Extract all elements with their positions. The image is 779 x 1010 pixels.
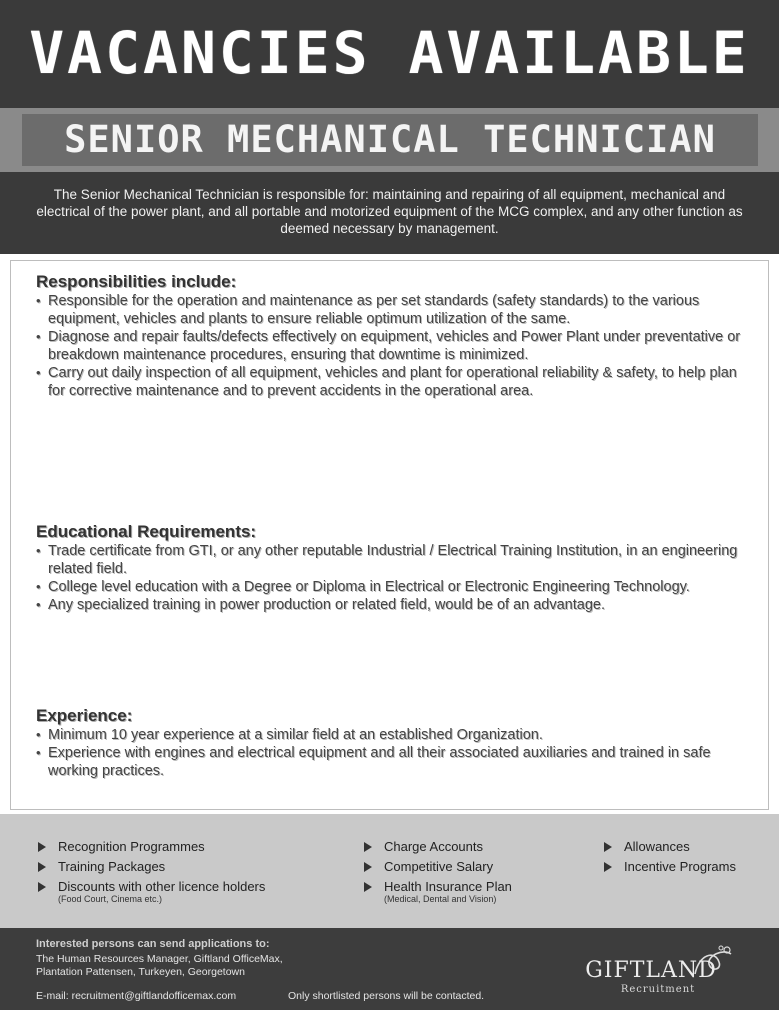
logo-text: GIFTLAND xyxy=(585,958,717,983)
giftland-logo xyxy=(585,944,735,1006)
intro-bar xyxy=(0,172,779,254)
benefit-item: Training Packages xyxy=(38,860,265,874)
bullet-icon: • xyxy=(36,597,41,612)
bullet-icon: • xyxy=(36,365,41,380)
bullet-icon: • xyxy=(36,745,41,760)
shortlist-note: Only shortlisted persons will be contacted. xyxy=(288,990,485,1002)
education-title: Educational Requirements: xyxy=(36,522,257,541)
benefit-note: (Food Court, Cinema etc.) xyxy=(58,894,163,904)
benefits-panel xyxy=(0,814,779,928)
benefits-column-1 xyxy=(38,840,265,911)
benefit-note: (Medical, Dental and Vision) xyxy=(384,894,497,904)
arrow-right-icon xyxy=(364,842,372,852)
address-line: Plantation Pattensen, Turkeyen, Georgetown xyxy=(36,966,245,978)
benefits-column-2 xyxy=(364,840,512,911)
arrow-right-icon xyxy=(38,842,46,852)
benefit-item: Health Insurance Plan (Medical, Dental and Vision) xyxy=(364,880,512,905)
benefit-item: Discounts with other licence holders (Food Court, Cinema etc.) xyxy=(38,880,265,905)
address xyxy=(36,953,283,979)
list-item: • Diagnose and repair faults/defects effectively on equipment, vehicles and Power Plant under preventative or breakdown maintenance procedures, ensuring that downtime is minimized. xyxy=(36,329,741,363)
logo-subtext: Recruitment xyxy=(620,984,696,995)
list-item: • Any specialized training in power production or related field, would be of an advantage. xyxy=(36,597,605,613)
benefit-item: Competitive Salary xyxy=(364,860,512,874)
experience-title: Experience: xyxy=(36,706,133,725)
list-item: • Carry out daily inspection of all equipment, vehicles and plant for operational reliability & safety, to help plan for corrective maintenance and to prevent accidents in the operational area. xyxy=(36,365,737,399)
list-item: • Trade certificate from GTI, or any other reputable Industrial / Electrical Training Institution, in an engineering related field. xyxy=(36,543,738,577)
arrow-right-icon xyxy=(364,882,372,892)
arrow-right-icon xyxy=(38,862,46,872)
content-area xyxy=(0,254,779,814)
benefit-item: Allowances xyxy=(604,840,736,854)
experience-list xyxy=(36,726,750,780)
list-item: • Minimum 10 year experience at a similar field at an established Organization. xyxy=(36,727,543,743)
bullet-icon: • xyxy=(36,579,41,594)
benefit-item: Charge Accounts xyxy=(364,840,512,854)
arrow-right-icon xyxy=(604,842,612,852)
bullet-icon: • xyxy=(36,293,41,308)
list-item: • Responsible for the operation and maintenance as per set standards (safety standards) to the various equipment, vehicles and plants to ensure reliable optimum utilization of the same. xyxy=(36,293,700,327)
subtitle-panel xyxy=(22,114,758,166)
responsibilities-title: Responsibilities include: xyxy=(36,272,237,291)
footer xyxy=(0,928,779,1010)
list-item: • College level education with a Degree or Diploma in Electrical or Electronic Engineering Technology. xyxy=(36,579,690,595)
address-line: The Human Resources Manager, Giftland OfficeMax, xyxy=(36,953,283,965)
intro-text: The Senior Mechanical Technician is responsible for: maintaining and repairing of all equipment, mechanical and electrical of the power plant, and all portable and motorized equipment of the MCG complex, and any other function as deemed necessary by management. xyxy=(36,187,743,236)
arrow-right-icon xyxy=(38,882,46,892)
arrow-right-icon xyxy=(604,862,612,872)
arrow-right-icon xyxy=(364,862,372,872)
job-title: SENIOR MECHANICAL TECHNICIAN xyxy=(64,118,716,161)
education-section xyxy=(36,522,750,614)
bullet-icon: • xyxy=(36,329,41,344)
email-text: E-mail: recruitment@giftlandofficemax.com xyxy=(36,990,237,1002)
responsibilities-section xyxy=(36,272,750,400)
header-banner xyxy=(0,0,779,108)
education-list xyxy=(36,542,750,614)
benefit-item: Incentive Programs xyxy=(604,860,736,874)
benefit-item: Recognition Programmes xyxy=(38,840,265,854)
experience-section xyxy=(36,706,750,780)
benefits-column-3 xyxy=(604,840,736,880)
apply-title: Interested persons can send applications to: xyxy=(36,938,270,950)
bullet-icon: • xyxy=(36,543,41,558)
list-item: • Experience with engines and electrical equipment and all their associated auxiliaries and trained in safe working practices. xyxy=(36,745,711,779)
page-title: VACANCIES AVAILABLE xyxy=(29,19,750,87)
subtitle-bar xyxy=(0,108,779,172)
responsibilities-list xyxy=(36,292,750,400)
bullet-icon: • xyxy=(36,727,41,742)
